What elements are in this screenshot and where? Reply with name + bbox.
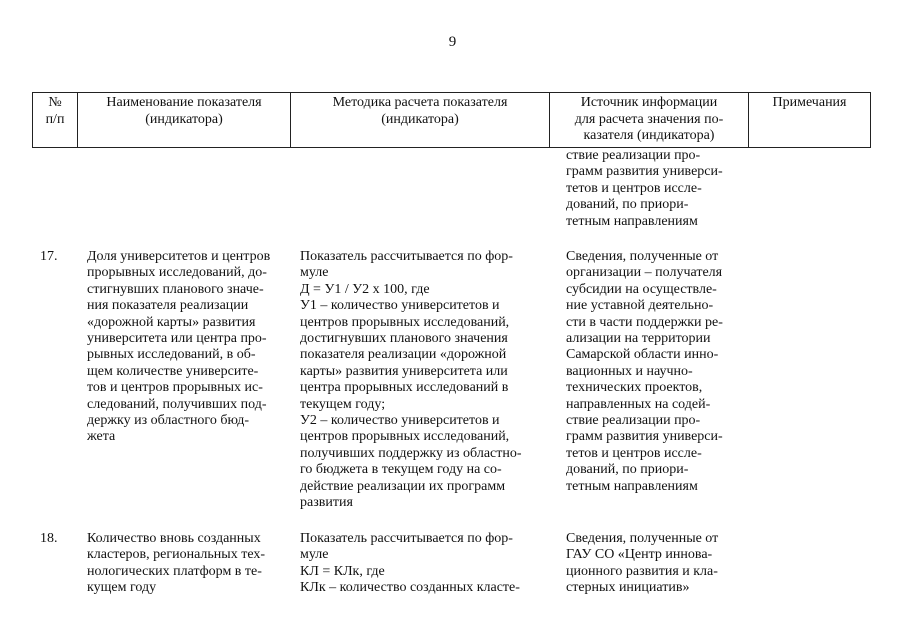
row-18-indicator-name: Количество вновь созданных кластеров, региональных тех- нологических платформ в те- кущем году — [87, 531, 266, 596]
header-notes: Примечания — [772, 95, 847, 110]
row-17-calculation-method: Показатель рассчитывается по фор- муле Д = У1 / У2 х 100, где У1 – количество университетов и центров прорывных исследований, достигнувших планового значения показателя реализации «дорожной карты» развития университета или центра прорывных исследований в текущем году; У2 – количество университетов и центров прорывных исследований, получивших поддержку из областно- го бюджета в текущем году на со- действие реализации их программ развития — [300, 249, 522, 511]
header-information-source: Источник информации для расчета значения по- казателя (индикатора) — [550, 93, 749, 147]
page-number: 9 — [448, 34, 457, 50]
row-17-number: 17. — [40, 249, 58, 264]
header-number: № п/п — [33, 93, 78, 147]
header-indicator-name: Наименование показателя (индикатора) — [78, 93, 291, 147]
row-18-calculation-method: Показатель рассчитывается по фор- муле КЛ = КЛк, где КЛк – количество созданных класте- — [300, 531, 520, 596]
row-17-indicator-name: Доля университетов и центров прорывных исследований, до- стигнувших планового значе- ния показателя реализации «дорожной карты» развития университета или центра про- рывных исследований, в об- щем количестве университе- тов и центров прорывных ис- следований, получивших под- держку из областного бюд- жета — [87, 249, 271, 445]
continuation-source-text: ствие реализации про- грамм развития универси- тетов и центров иссле- дований, по приори- тетным направлениям — [566, 148, 723, 229]
header-calculation-method: Методика расчета показателя (индикатора) — [291, 93, 550, 147]
row-18-number: 18. — [40, 531, 58, 546]
row-18-information-source: Сведения, полученные от ГАУ СО «Центр иннова- ционного развития и кла- стерных инициатив» — [566, 531, 719, 596]
table-header — [32, 92, 871, 148]
row-17-information-source: Сведения, полученные от организации – получателя субсидии на осуществле- ние уставной деятельно- сти в части поддержки ре- ализации на территории Самарской области инно- вационных и научно- технических проектов, направленных на содей- ствие реализации про- грамм развития универси- тетов и центров иссле- дований, по приори- тетным направлениям — [566, 249, 723, 494]
